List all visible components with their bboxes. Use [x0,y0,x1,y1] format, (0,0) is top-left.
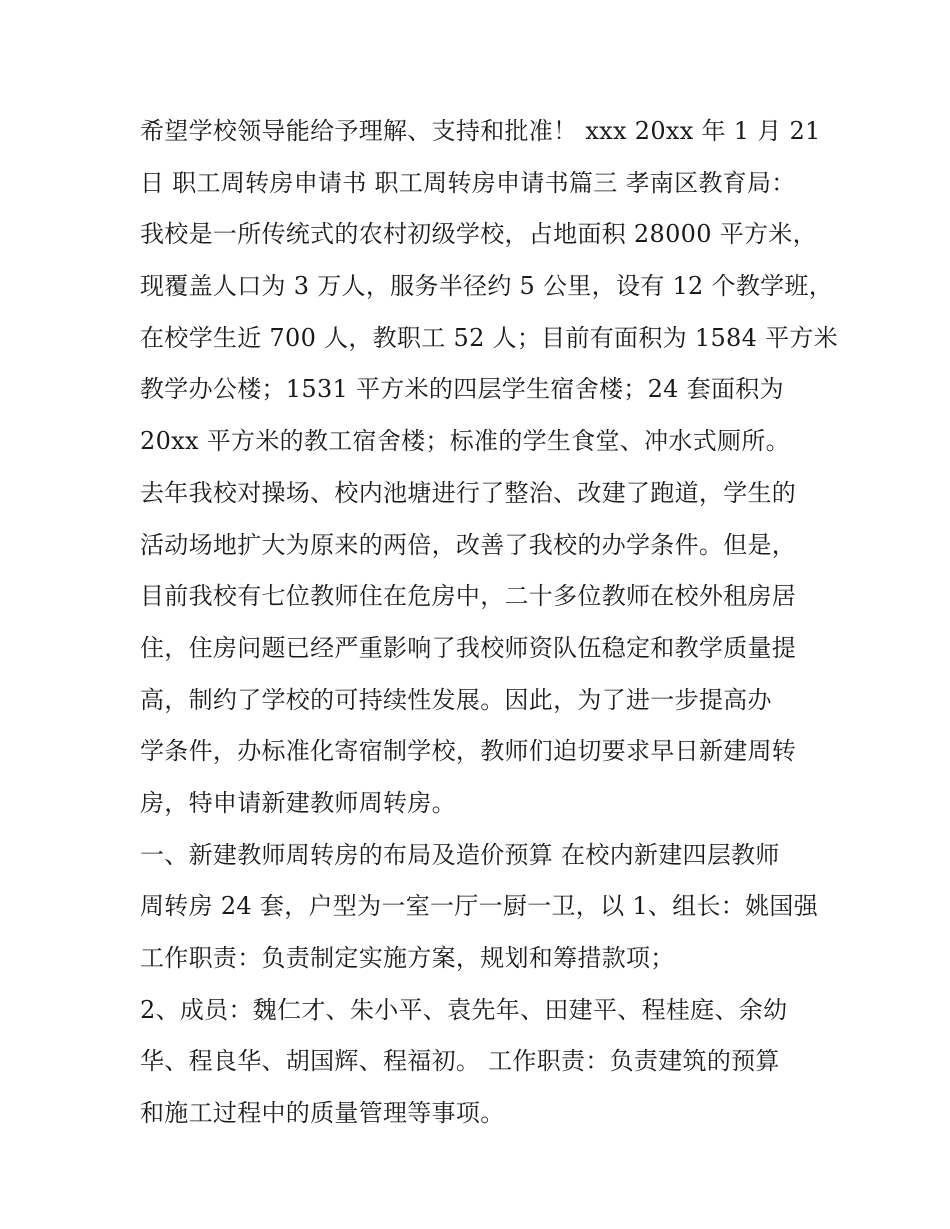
text-line: 周转房 24 套，户型为一室一厅一厨一卫，以 1、组长：姚国强 [140,892,818,921]
text-line: 工作职责：负责制定实施方案，规划和筹措款项； [140,944,675,972]
text-line: 在校学生近 700 人，教职工 52 人；目前有面积为 1584 平方米 [140,323,838,352]
text-line: 华、程良华、胡国辉、程福初。 工作职责：负责建筑的预算 [140,1047,780,1076]
text-line: 房，特申请新建教师周转房。 [140,788,456,817]
text-line: 2、成员：魏仁才、朱小平、袁先年、田建平、程桂庭、余幼 [140,995,788,1024]
text-line: 一、新建教师周转房的布局及造价预算 在校内新建四层教师 [140,840,780,869]
text-line: 希望学校领导能给予理解、支持和批准！ xxx 20xx 年 1 月 21 [140,117,821,145]
text-line: 活动场地扩大为原来的两倍，改善了我校的办学条件。但是， [140,530,797,559]
text-line: 高，制约了学校的可持续性发展。因此，为了进一步提高办 [140,685,772,714]
text-line: 20xx 平方米的教工宿舍楼；标准的学生食堂、冲水式厕所。 [140,427,790,456]
text-line: 日 职工周转房申请书 职工周转房申请书篇三 孝南区教育局： [140,168,796,197]
text-line: 学条件，办标准化寄宿制学校，教师们迫切要求早日新建周转 [140,737,797,766]
text-line: 去年我校对操场、校内池塘进行了整治、改建了跑道，学生的 [140,478,797,507]
document-body [140,106,838,1140]
text-line: 和施工过程中的质量管理等事项。 [140,1099,505,1128]
text-line: 我校是一所传统式的农村初级学校，占地面积 28000 平方米， [140,220,817,249]
text-line: 目前我校有七位教师住在危房中，二十多位教师在校外租房居 [140,582,797,611]
text-line: 住，住房问题已经严重影响了我校师资队伍稳定和教学质量提 [140,633,797,662]
text-line: 现覆盖人口为 3 万人，服务半径约 5 公里，设有 12 个教学班， [140,272,834,301]
text-line: 教学办公楼；1531 平方米的四层学生宿舍楼；24 套面积为 [140,375,784,404]
